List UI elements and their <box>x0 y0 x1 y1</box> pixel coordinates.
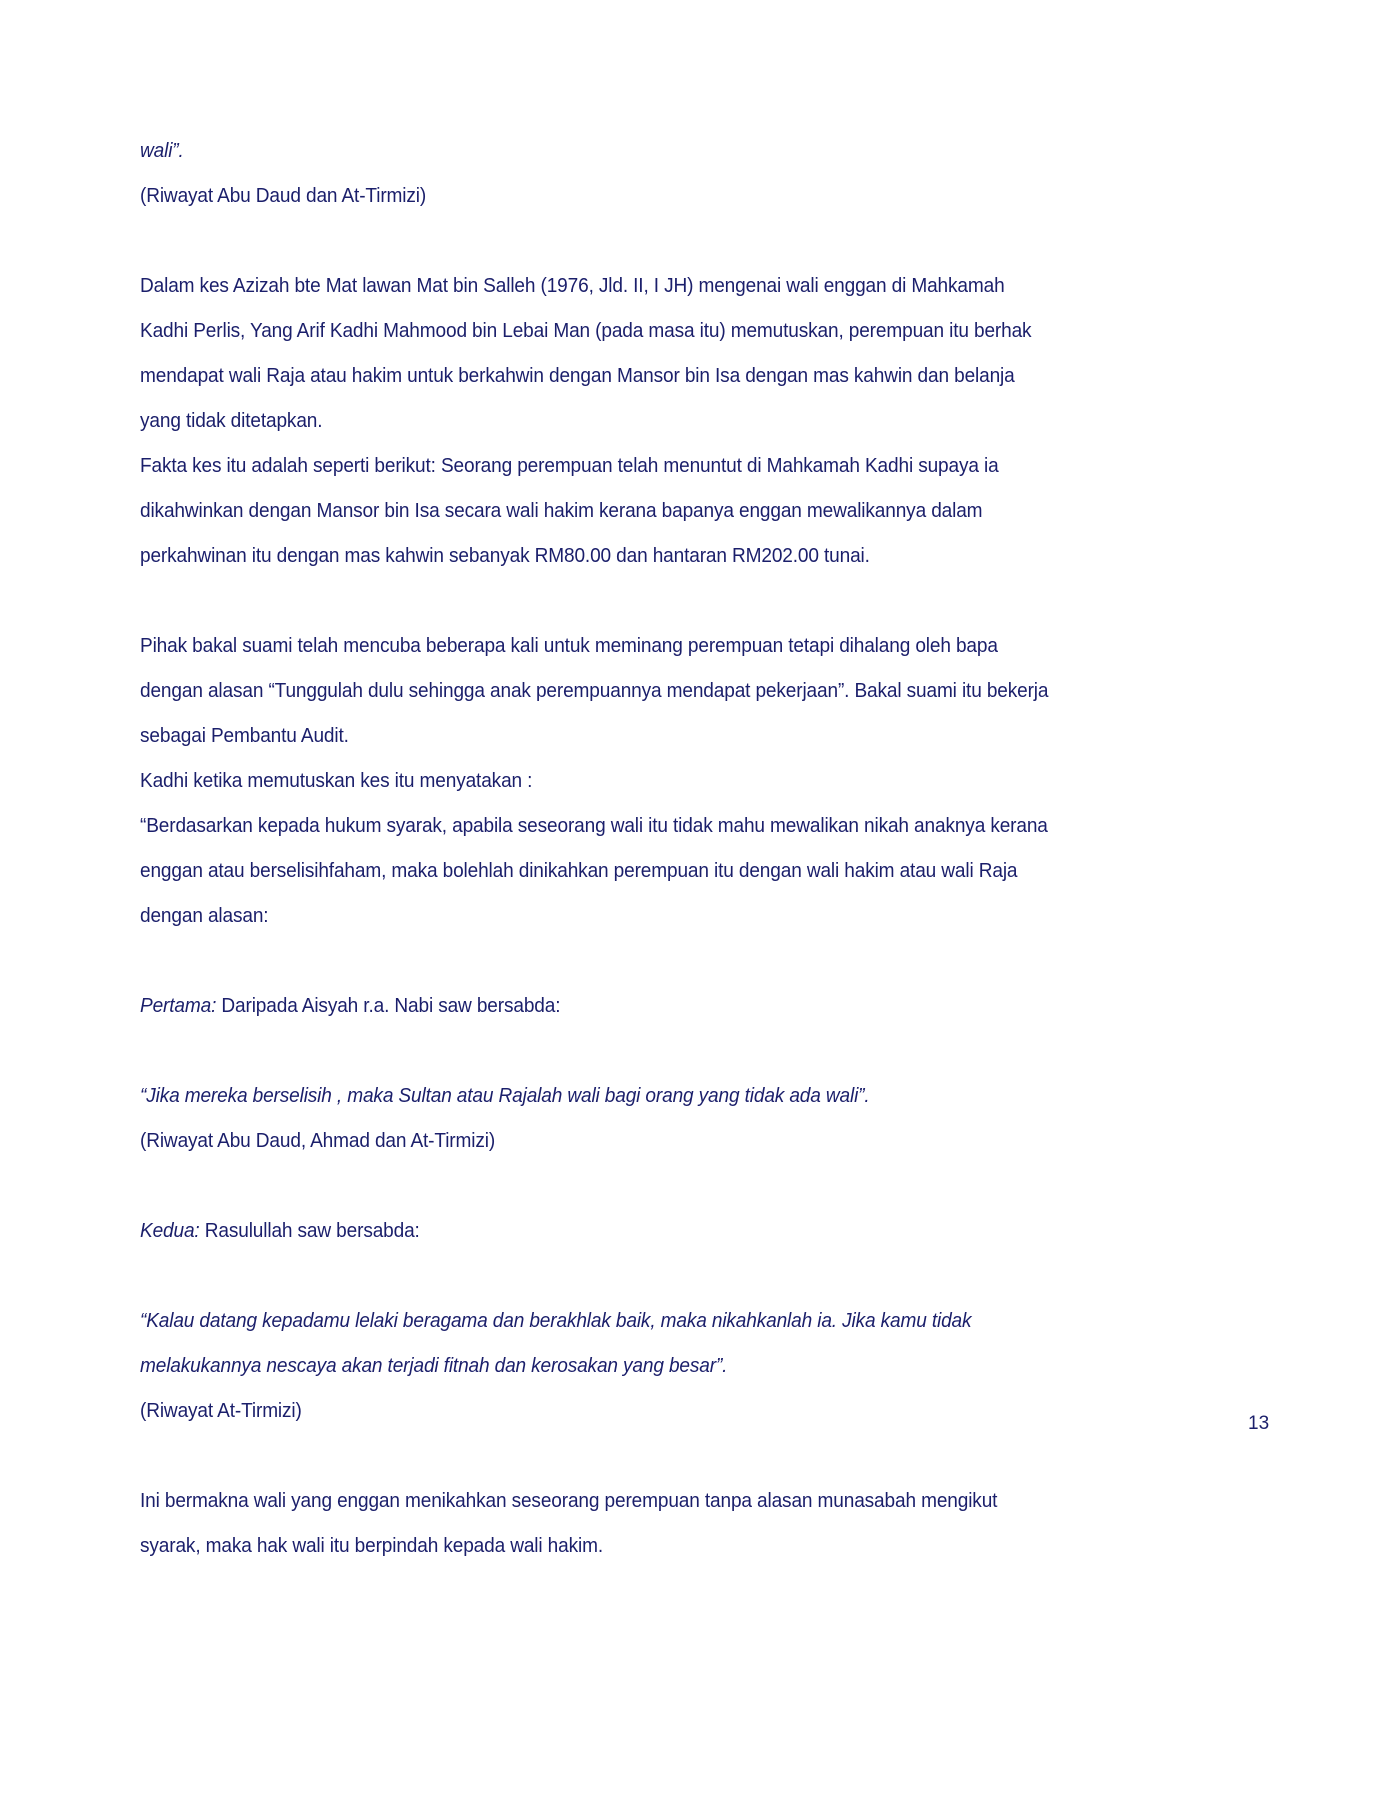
paragraph-pihak-bakal-suami: Pihak bakal suami telah mencuba beberapa kali untuk meminang perempuan tetapi dihalang oleh bapa dengan alasan “Tunggulah dulu sehingga anak perempuannya mendapat pekerjaan”. Bakal suami itu bekerja sebagai Pembantu Audit. <box>140 634 1049 747</box>
paragraph-pertama <box>140 983 1055 1028</box>
paragraph-spacer <box>140 218 1055 263</box>
paragraph-kes-azizah: Dalam kes Azizah bte Mat lawan Mat bin Salleh (1976, Jld. II, I JH) mengenai wali enggan di Mahkamah Kadhi Perlis, Yang Arif Kadhi Mahmood bin Lebai Man (pada masa itu) memutuskan, perempuan itu berhak mendapat wali Raja atau hakim untuk berkahwin dengan Mansor bin Isa dengan mas kahwin dan belanja yang tidak ditetapkan. <box>140 274 1032 432</box>
paragraph-riwayat-attirmizi: (Riwayat At-Tirmizi) <box>140 1399 302 1422</box>
paragraph-wali-closing-quote: wali”. <box>140 139 184 162</box>
paragraph-spacer <box>140 578 1055 623</box>
paragraph-spacer <box>140 1433 1055 1478</box>
paragraph-spacer <box>140 1253 1055 1298</box>
paragraph-spacer <box>140 938 1055 983</box>
label-pertama: Pertama: <box>140 994 217 1017</box>
label-kedua: Kedua: <box>140 1219 200 1242</box>
pertama-body: Daripada Aisyah r.a. Nabi saw bersabda: <box>216 994 561 1017</box>
document-body <box>140 128 1055 1568</box>
paragraph-spacer <box>140 1163 1055 1208</box>
kedua-body: Rasulullah saw bersabda: <box>199 1219 420 1242</box>
paragraph-ini-bermakna-wali: Ini bermakna wali yang enggan menikahkan seseorang perempuan tanpa alasan munasabah mengikut syarak, maka hak wali itu berpindah kepada wali hakim. <box>140 1489 998 1557</box>
paragraph-berdasarkan-hukum-syarak: “Berdasarkan kepada hukum syarak, apabila seseorang wali itu tidak mahu mewalikan nikah anaknya kerana enggan atau berselisihfaham, maka bolehlah dinikahkan perempuan itu dengan wali hakim atau wali Raja dengan alasan: <box>140 814 1048 927</box>
paragraph-riwayat-abu-daud-ahmad-attirmizi: (Riwayat Abu Daud, Ahmad dan At-Tirmizi) <box>140 1129 496 1152</box>
paragraph-spacer <box>140 1028 1055 1073</box>
paragraph-hadith-kalau-datang-kepadamu: “Kalau datang kepadamu lelaki beragama dan berakhlak baik, maka nikahkanlah ia. Jika kamu tidak melakukannya nescaya akan terjadi fitnah dan kerosakan yang besar”. <box>140 1309 972 1377</box>
paragraph-riwayat-abu-daud-attirmizi: (Riwayat Abu Daud dan At-Tirmizi) <box>140 184 427 207</box>
paragraph-hadith-jika-mereka-berselisih: “Jika mereka berselisih , maka Sultan atau Rajalah wali bagi orang yang tidak ada wali”. <box>140 1084 870 1107</box>
page-number: 13 <box>1248 1413 1270 1434</box>
paragraph-fakta-kes: Fakta kes itu adalah seperti berikut: Seorang perempuan telah menuntut di Mahkamah Kadhi supaya ia dikahwinkan dengan Mansor bin Isa secara wali hakim kerana bapanya enggan mewalikannya dalam perkahwinan itu dengan mas kahwin sebanyak RM80.00 dan hantaran RM202.00 tunai. <box>140 454 999 567</box>
paragraph-kadhi-menyatakan: Kadhi ketika memutuskan kes itu menyatakan : <box>140 769 533 792</box>
paragraph-kedua <box>140 1208 1055 1253</box>
